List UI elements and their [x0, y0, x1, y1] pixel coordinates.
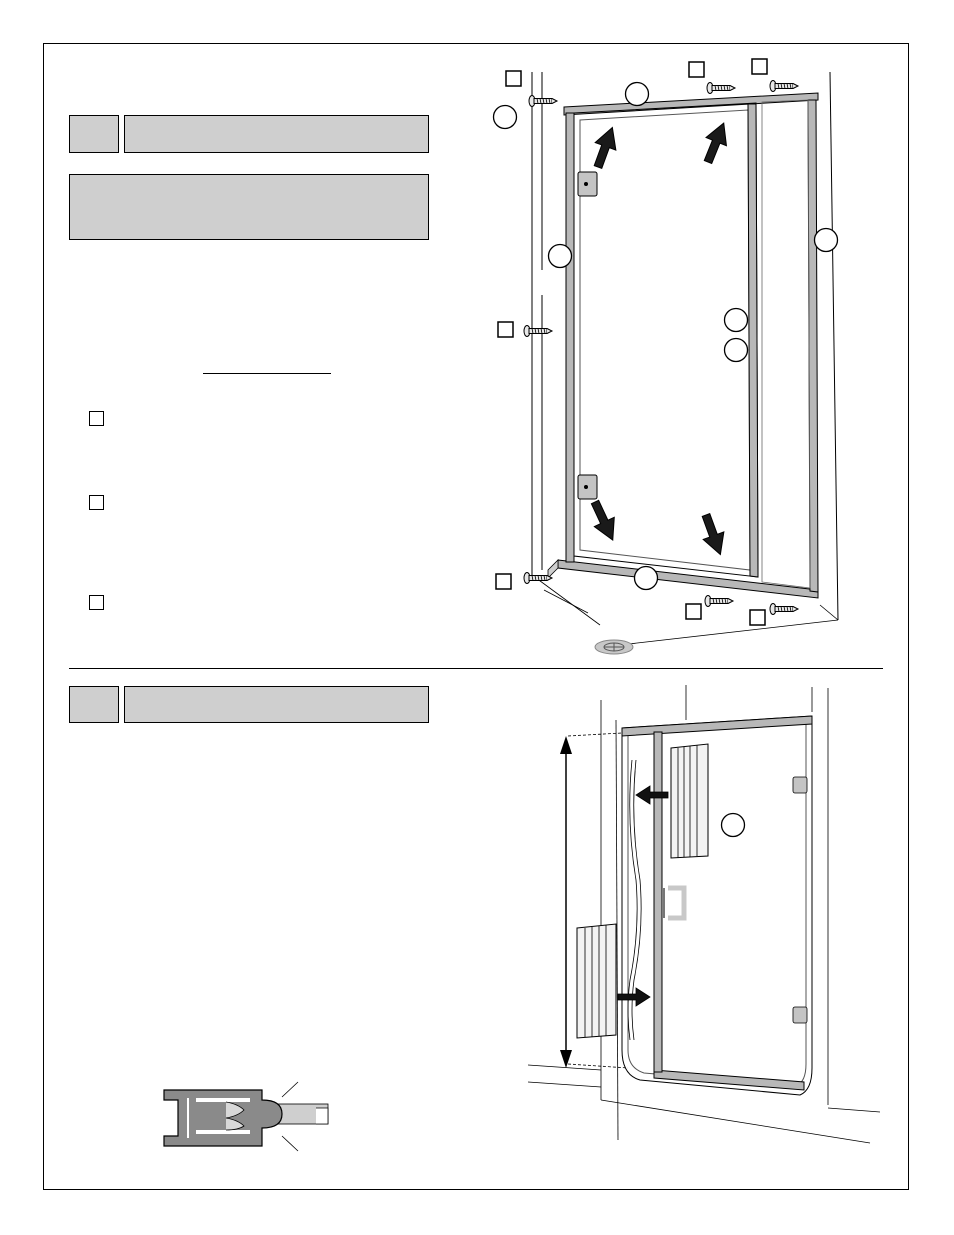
- frame-installation-diagram: [494, 59, 839, 654]
- door-seal-diagram: [528, 685, 880, 1143]
- seal-profile-detail: [164, 1082, 328, 1151]
